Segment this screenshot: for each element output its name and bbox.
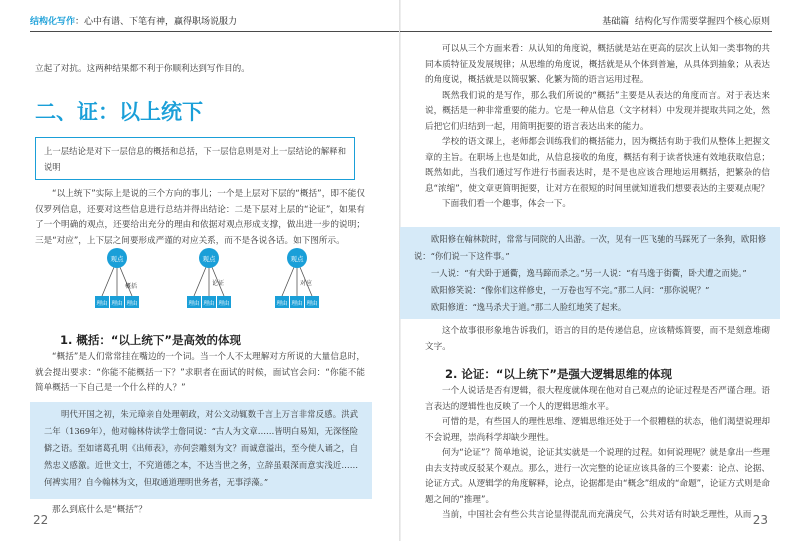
- header-rule: [30, 31, 400, 32]
- right-text-top: 可以从三个方面来看：从认知的角度说，概括就是站在更高的层次上认知一类事物的共同本质特征及发展规律；从思维的角度说，概括就是从个体到普遍，从具体到抽象；从表达的角度说，概括就是以简驭繁、化繁为简的语言运用过程。 既然我们说的是写作，那么我们所说的“概括”主要是从表达的角度而言。对于表达来说，概括是一种非常重要的能力。它是一种从信息（文字材料）中发现并提取共同之处，然后把它们归结到一起，用简明扼要的语言表达出来的能力。 学校的语文课上，老师都会训练我们的概括能力，因为概括有助于我们从整体上把握文章的主旨。在职场上也是如此，从信息接收的角度，概括有利于读者快速有效地获取信息；既然如此，当我们通过写作进行书面表达时，是不是也应该合理地运用概括，把繁杂的信息“浓缩”，使文章更简明扼要，让对方在很短的时间里就知道我们想要表达的主要观点呢？ 下面我们看一个趣事，体会一下。: [425, 44, 770, 209]
- section-title: 二、证：以上统下: [35, 100, 203, 124]
- story-box: [30, 402, 372, 499]
- book-subtitle: ：心中有谱、下笔有神，赢得职场说服力: [75, 17, 238, 27]
- svg-text:观点: 观点: [290, 255, 304, 263]
- subsection-title: 2. 论证：“以上统下”是强大逻辑思维的体现: [445, 367, 672, 381]
- reason-node: 理由: [126, 301, 138, 307]
- svg-text:观点: 观点: [202, 255, 216, 263]
- diagram-group-correspond: [275, 248, 319, 308]
- part-label: 基础篇: [602, 17, 630, 27]
- definition-box: [35, 137, 355, 180]
- reason-node: 理由: [96, 301, 108, 307]
- book-title: 结构化写作: [30, 17, 76, 27]
- right-text-bottom: 一个人说话是否有逻辑，很大程度就体现在他对自己观点的论证过程是否严谨合理。语言表达的逻辑性也反映了一个人的逻辑思维水平。 可惜的是，有些国人的理性思维、逻辑思维还处于一个很糟糕的状态，他们渴望说理却不会说理，崇尚科学却缺少理性。 何为“论证”？简单地说，论证其实就是一个说理的过程。如何说理呢？就是拿出一些理由去支持或反驳某个观点。那么，进行一次完整的论证应该具备的三个要素：论点、论据、论证方式。从逻辑学的角度解释，论点，论据都是由“概念”组成的“命题”，论证方式则是命题之间的“推理”。 当前，中国社会有些公共言论显得混乱而充满戾气，公共对话有时缺乏理性，从而: [425, 386, 770, 520]
- anecdote-line: 欧阳修笑说：“像你们这样修史，一万卷也写不完。”那二人问：“那你说呢？”: [431, 285, 710, 295]
- reason-node: 理由: [291, 301, 303, 307]
- story-text: 明代开国之初，朱元璋亲自处理朝政，对公文动辄数千言上万言非常反感。洪武二年（1369年），他对翰林侍读学士詹同说：“古人为文章……皆明白易知，无深怪险僻之语。至如诸葛孔明《出师表》，亦何尝雕刻为文？而诚意溢出，至今使人诵之，自然忠义感激。近世文士，不究道德之本，不达当世之务，立辞虽艰深而意实浅近……何裨实用？自今翰林为文，但取通道理明世务者，无事浮藻。”: [44, 409, 358, 487]
- page-number: 22: [33, 513, 49, 527]
- diagram-label: 概括: [125, 283, 138, 290]
- anecdote-line: 欧阳修在翰林院时，常常与同院的人出游。一次，见有一匹飞驰的马踩死了一条狗，欧阳修说：“你们说一下这件事。”: [414, 234, 766, 261]
- summary-paragraph: “概括”是人们常常挂在嘴边的一个词。当一个人不太理解对方所说的大量信息时，就会提出要求：“你能不能概括一下？”求职者在面试的时候，面试官会问：“你能不能简单概括一下自己是一个什么样的人？”: [35, 352, 365, 393]
- closing-line: 那么到底什么是“概括”？: [52, 505, 147, 515]
- right-page: [400, 0, 800, 541]
- subsection-title: 1. 概括：“以上统下”是高效的体现: [60, 333, 241, 347]
- header-rule: [400, 31, 772, 32]
- diagram-group-argue: [187, 248, 231, 308]
- reason-node: 理由: [111, 301, 123, 307]
- anecdote-box: [400, 227, 780, 319]
- chapter-title: 结构化写作需要掌握四个核心原则: [634, 17, 770, 27]
- intro-text: 立起了对抗。这两种结果都不利于你顺利达到写作目的。: [35, 64, 250, 74]
- reason-node: 理由: [276, 301, 288, 307]
- left-running-header: [30, 14, 237, 27]
- anecdote-line: 欧阳修道：“逸马杀犬于道。”那二人脸红地笑了起来。: [431, 302, 627, 312]
- page-number: 23: [752, 513, 768, 527]
- diagram-label: 论证: [212, 280, 225, 287]
- reason-node: 理由: [203, 301, 215, 307]
- diagram-label: 对应: [300, 280, 313, 287]
- moral-paragraph: 这个故事很形象地告诉我们，语言的目的是传递信息，应该精炼简要，而不是刻意堆砌文字。: [425, 326, 770, 352]
- svg-text:观点: 观点: [110, 255, 124, 263]
- definition-text: 上一层结论是对下一层信息的概括和总括，下一层信息则是对上一层结论的解释和说明: [44, 146, 346, 172]
- reason-node: 理由: [306, 301, 318, 307]
- reason-node: 理由: [218, 301, 230, 307]
- right-running-header: [602, 14, 770, 27]
- reason-node: 理由: [188, 301, 200, 307]
- diagram-group-summarize: [95, 248, 139, 308]
- explanation-paragraph: “以上统下”实际上是说的三个方向的事儿；一个是上层对下层的“概括”，即不能仅仅罗列信息，还要对这些信息进行总结并得出结论：二是下层对上层的“论证”，如果有了一个明确的观点，还要给出充分的理由和依据对观点形成支撑，做出进一步的说明；三是“对应”，上下层之间要形成严谨的对应关系，而不是各说各话。如下图所示。: [35, 189, 365, 246]
- pyramid-diagram: [95, 245, 335, 315]
- anecdote-line: 一人说：“有犬卧于通衢，逸马蹄而杀之。”另一人说：“有马逸于街衢，卧犬遭之而毙。”: [431, 268, 747, 278]
